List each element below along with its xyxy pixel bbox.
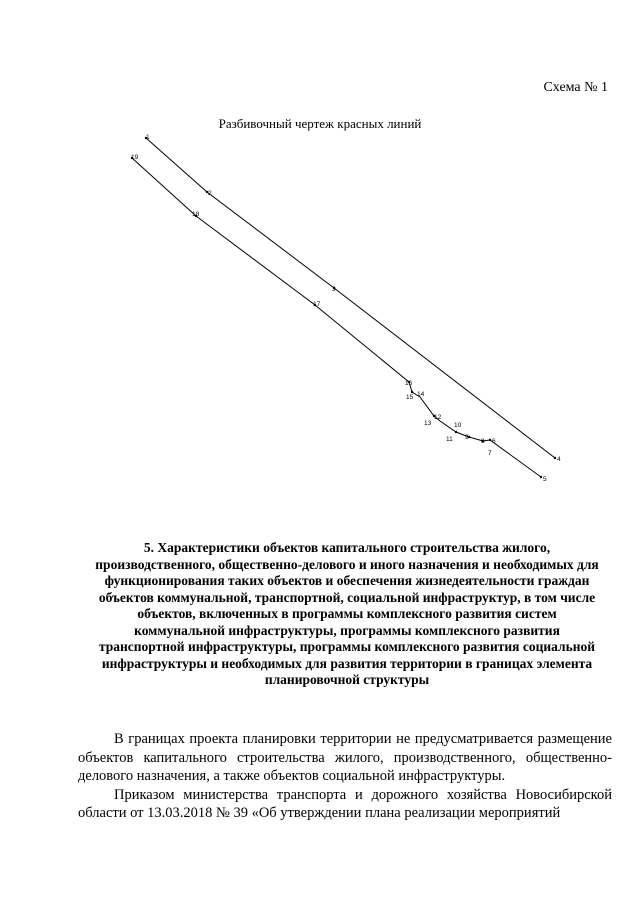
red-line-upper: [146, 138, 555, 458]
body-text: [78, 730, 612, 823]
point-label-11: 11: [446, 436, 453, 443]
point-label-19: 19: [131, 154, 139, 161]
section-heading: 5. Характеристики объектов капитального строительства жилого, производственного, общественно-делового и иного назначения и необходимых для функционирования таких объектов и обеспечения жизнедеятельности граждан объектов коммунальной, транспортной, социальной инфраструктур, в том числе объектов, включенных в программы комплексного развития систем коммунальной инфраструктуры, программы комплексного развития транспортной инфраструктуры, программы комплексного развития социальной инфраструктуры и необходимых для развития территории в границах элемента планировочной структуры: [95, 540, 599, 687]
point-label-1: 1: [146, 134, 150, 141]
red-line-lower: [132, 158, 541, 477]
point-label-10: 10: [454, 422, 462, 429]
point-label-2: 2: [208, 190, 212, 197]
drawing-title: Разбивочный чертеж красных линий: [218, 116, 422, 131]
point-label-9: 9: [465, 434, 469, 441]
point-label-3: 3: [332, 286, 336, 293]
scheme-number: Схема № 1: [543, 80, 608, 95]
point-markers: [131, 137, 556, 478]
point-label-4: 4: [557, 456, 561, 463]
point-label-13: 13: [424, 420, 432, 427]
point-label-14: 14: [417, 391, 425, 398]
point-label-8: 8: [481, 438, 485, 445]
point-label-12: 12: [434, 414, 442, 421]
point-label-16: 16: [405, 380, 413, 387]
point-label-18: 18: [192, 211, 200, 218]
point-label-17: 17: [313, 301, 321, 308]
point-label-6: 6: [492, 438, 496, 445]
paragraph-1: В границах проекта планировки территории не предусматривается размещение объектов капитального строительства жилого, производственного, общественно-делового назначения, а также объектов социальной инфраструктуры.: [78, 731, 612, 785]
point-label-5: 5: [543, 476, 547, 483]
point-label-15: 15: [406, 394, 414, 401]
point-label-7: 7: [488, 450, 492, 457]
paragraph-2: Приказом министерства транспорта и дорожного хозяйства Новосибирской области от 13.03.2018 № 39 «Об утверждении плана реализации мероприятий: [78, 786, 612, 822]
